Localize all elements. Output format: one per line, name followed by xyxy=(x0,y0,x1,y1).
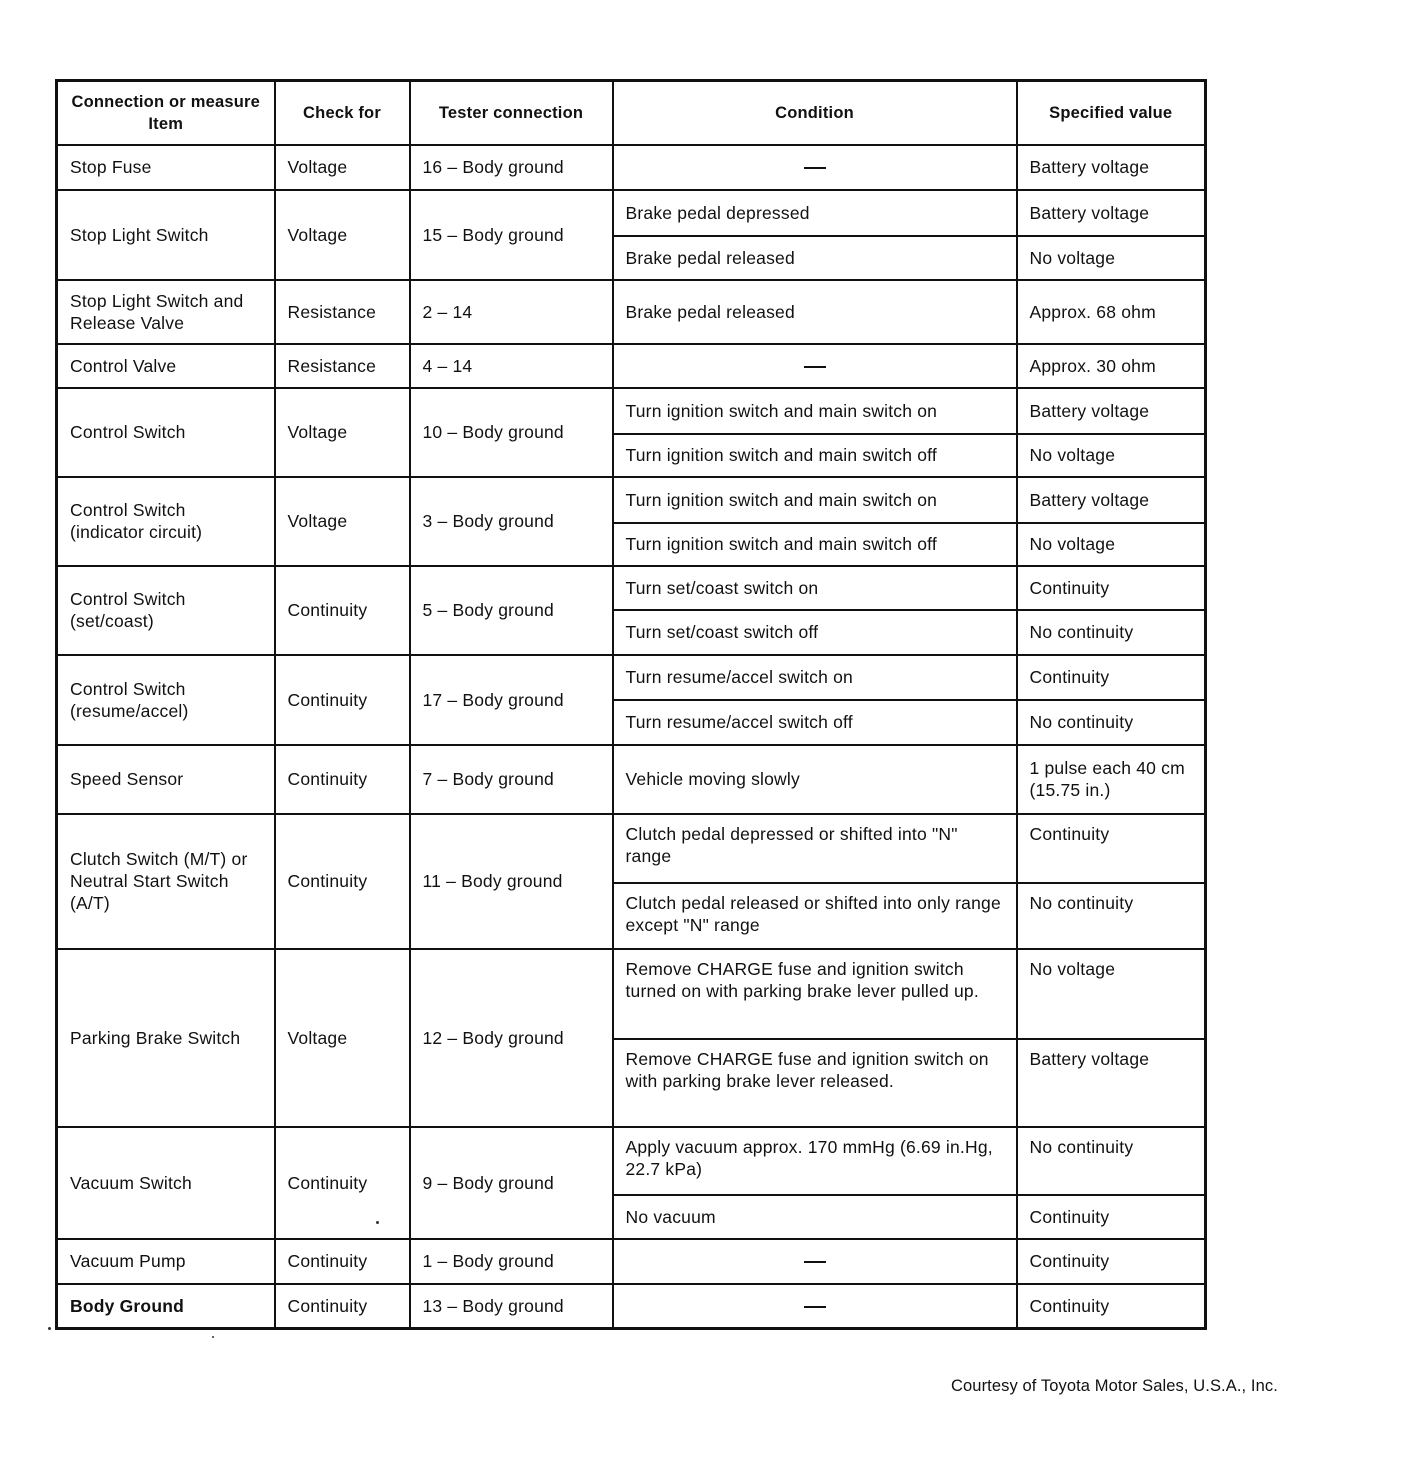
table-row xyxy=(57,814,1206,883)
cell-connection-item: Stop Light Switch and Release Valve xyxy=(57,280,275,344)
dash-mark xyxy=(804,366,826,368)
cell-condition: Turn set/coast switch off xyxy=(613,610,1017,655)
cell-check-for: Continuity xyxy=(275,745,410,814)
cell-condition: Turn ignition switch and main switch off xyxy=(613,434,1017,477)
cell-specified-value: No continuity xyxy=(1017,1127,1206,1195)
cell-check-for: Voltage xyxy=(275,145,410,190)
cell-tester-connection: 12 – Body ground xyxy=(410,949,613,1127)
table-header-row xyxy=(57,81,1206,145)
table-row xyxy=(57,280,1206,344)
cell-condition: Remove CHARGE fuse and ignition switch on with parking brake lever released. xyxy=(613,1039,1017,1127)
cell-tester-connection: 17 – Body ground xyxy=(410,655,613,745)
cell-tester-connection: 2 – 14 xyxy=(410,280,613,344)
cell-tester-connection: 3 – Body ground xyxy=(410,477,613,566)
table-row xyxy=(57,1127,1206,1195)
cell-tester-connection: 4 – 14 xyxy=(410,344,613,388)
cell-condition: Remove CHARGE fuse and ignition switch turned on with parking brake lever pulled up. xyxy=(613,949,1017,1039)
cell-connection-item: Stop Light Switch xyxy=(57,190,275,280)
cell-condition: Clutch pedal released or shifted into only range except "N" range xyxy=(613,883,1017,949)
cell-tester-connection: 15 – Body ground xyxy=(410,190,613,280)
header-tester-connection: Tester connection xyxy=(410,81,613,145)
cell-tester-connection: 16 – Body ground xyxy=(410,145,613,190)
cell-check-for: Continuity xyxy=(275,814,410,949)
header-specified-value: Specified value xyxy=(1017,81,1206,145)
cell-specified-value: No continuity xyxy=(1017,610,1206,655)
cell-specified-value: Continuity xyxy=(1017,655,1206,700)
scan-speck xyxy=(376,1221,379,1224)
cell-specified-value: No voltage xyxy=(1017,949,1206,1039)
cell-specified-value: Approx. 68 ohm xyxy=(1017,280,1206,344)
cell-connection-item: Vacuum Switch xyxy=(57,1127,275,1239)
cell-connection-item: Control Switch (resume/accel) xyxy=(57,655,275,745)
cell-specified-value: Battery voltage xyxy=(1017,477,1206,523)
test-specification-table xyxy=(55,79,1207,1330)
cell-specified-value: Battery voltage xyxy=(1017,190,1206,236)
cell-check-for: Continuity xyxy=(275,655,410,745)
table-row xyxy=(57,1239,1206,1284)
cell-check-for: Voltage xyxy=(275,388,410,477)
cell-tester-connection: 9 – Body ground xyxy=(410,1127,613,1239)
credit-line: Courtesy of Toyota Motor Sales, U.S.A., Inc. xyxy=(951,1377,1278,1395)
cell-connection-item: Body Ground xyxy=(57,1284,275,1329)
cell-specified-value: No continuity xyxy=(1017,883,1206,949)
table-row xyxy=(57,145,1206,190)
cell-condition xyxy=(613,344,1017,388)
cell-condition: Brake pedal released xyxy=(613,236,1017,280)
cell-specified-value: Continuity xyxy=(1017,1239,1206,1284)
cell-tester-connection: 7 – Body ground xyxy=(410,745,613,814)
dash-mark xyxy=(804,1261,826,1263)
cell-condition: No vacuum xyxy=(613,1195,1017,1239)
table-row xyxy=(57,1284,1206,1329)
cell-check-for: Voltage xyxy=(275,190,410,280)
scan-speck xyxy=(212,1336,214,1338)
cell-specified-value: Battery voltage xyxy=(1017,1039,1206,1127)
cell-check-for: Resistance xyxy=(275,280,410,344)
table-row xyxy=(57,745,1206,814)
cell-specified-value: Battery voltage xyxy=(1017,388,1206,434)
cell-check-for: Continuity xyxy=(275,1127,410,1239)
cell-condition: Apply vacuum approx. 170 mmHg (6.69 in.Hg, 22.7 kPa) xyxy=(613,1127,1017,1195)
cell-specified-value: No voltage xyxy=(1017,523,1206,566)
cell-connection-item: Control Valve xyxy=(57,344,275,388)
cell-check-for: Continuity xyxy=(275,1239,410,1284)
cell-condition: Turn set/coast switch on xyxy=(613,566,1017,610)
cell-specified-value: 1 pulse each 40 cm (15.75 in.) xyxy=(1017,745,1206,814)
cell-tester-connection: 11 – Body ground xyxy=(410,814,613,949)
cell-specified-value: Continuity xyxy=(1017,1284,1206,1329)
cell-connection-item: Control Switch (indicator circuit) xyxy=(57,477,275,566)
cell-condition: Turn ignition switch and main switch on xyxy=(613,388,1017,434)
cell-specified-value: Continuity xyxy=(1017,814,1206,883)
cell-condition: Brake pedal released xyxy=(613,280,1017,344)
scan-speck xyxy=(48,1327,51,1330)
cell-condition: Turn resume/accel switch off xyxy=(613,700,1017,745)
dash-mark xyxy=(804,1306,826,1308)
dash-mark xyxy=(804,167,826,169)
cell-connection-item: Vacuum Pump xyxy=(57,1239,275,1284)
table-row xyxy=(57,949,1206,1039)
table-body xyxy=(57,145,1206,1329)
cell-specified-value: No voltage xyxy=(1017,434,1206,477)
cell-condition xyxy=(613,1284,1017,1329)
table-row xyxy=(57,655,1206,700)
cell-connection-item: Parking Brake Switch xyxy=(57,949,275,1127)
cell-connection-item: Control Switch xyxy=(57,388,275,477)
cell-condition: Turn ignition switch and main switch on xyxy=(613,477,1017,523)
cell-connection-item: Speed Sensor xyxy=(57,745,275,814)
cell-tester-connection: 13 – Body ground xyxy=(410,1284,613,1329)
cell-specified-value: Continuity xyxy=(1017,566,1206,610)
table-row xyxy=(57,388,1206,434)
cell-tester-connection: 1 – Body ground xyxy=(410,1239,613,1284)
cell-condition: Brake pedal depressed xyxy=(613,190,1017,236)
cell-check-for: Continuity xyxy=(275,566,410,655)
cell-tester-connection: 10 – Body ground xyxy=(410,388,613,477)
header-condition: Condition xyxy=(613,81,1017,145)
cell-condition: Turn resume/accel switch on xyxy=(613,655,1017,700)
cell-specified-value: Battery voltage xyxy=(1017,145,1206,190)
cell-specified-value: Approx. 30 ohm xyxy=(1017,344,1206,388)
cell-check-for: Continuity xyxy=(275,1284,410,1329)
cell-connection-item: Clutch Switch (M/T) or Neutral Start Switch (A/T) xyxy=(57,814,275,949)
cell-connection-item: Control Switch (set/coast) xyxy=(57,566,275,655)
table-row xyxy=(57,344,1206,388)
cell-check-for: Voltage xyxy=(275,477,410,566)
cell-specified-value: No voltage xyxy=(1017,236,1206,280)
table-row xyxy=(57,477,1206,523)
table-row xyxy=(57,190,1206,236)
cell-condition: Turn ignition switch and main switch off xyxy=(613,523,1017,566)
cell-condition xyxy=(613,145,1017,190)
cell-connection-item: Stop Fuse xyxy=(57,145,275,190)
cell-check-for: Voltage xyxy=(275,949,410,1127)
cell-condition: Clutch pedal depressed or shifted into "N" range xyxy=(613,814,1017,883)
table-row xyxy=(57,566,1206,610)
cell-specified-value: No continuity xyxy=(1017,700,1206,745)
cell-check-for: Resistance xyxy=(275,344,410,388)
cell-tester-connection: 5 – Body ground xyxy=(410,566,613,655)
cell-condition xyxy=(613,1239,1017,1284)
header-connection-item: Connection or measure Item xyxy=(57,81,275,145)
cell-condition: Vehicle moving slowly xyxy=(613,745,1017,814)
cell-specified-value: Continuity xyxy=(1017,1195,1206,1239)
header-check-for: Check for xyxy=(275,81,410,145)
